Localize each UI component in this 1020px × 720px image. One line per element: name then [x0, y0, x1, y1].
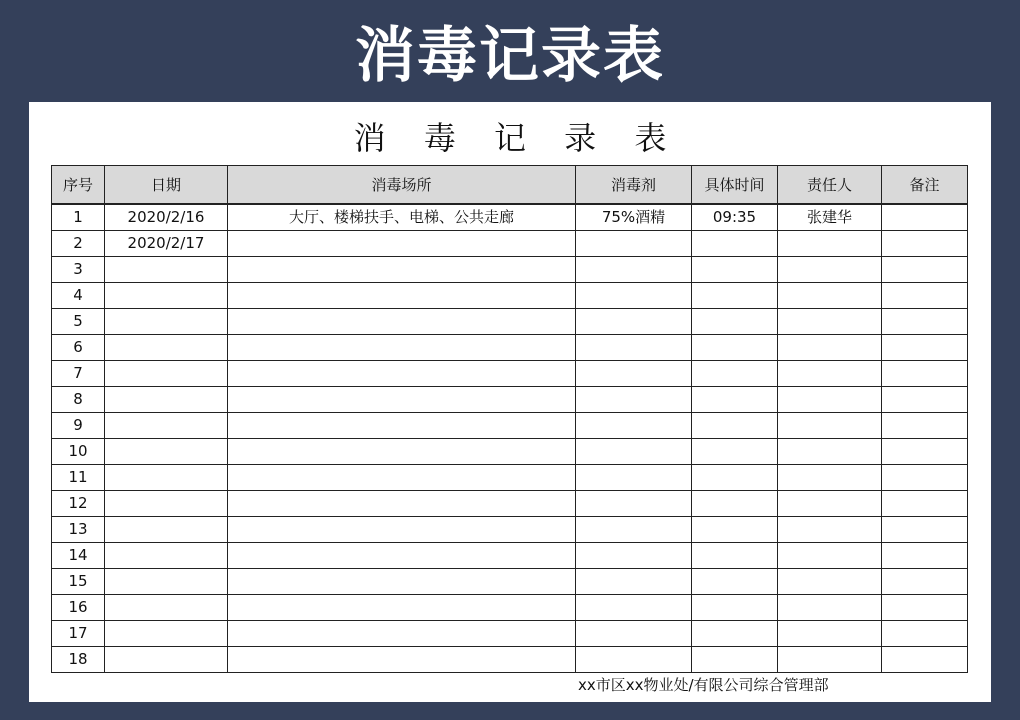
banner-title: 消毒记录表	[355, 21, 665, 91]
cell-time	[692, 231, 778, 257]
cell-disinfectant	[576, 595, 692, 621]
table-row	[52, 387, 968, 413]
cell-disinfectant	[576, 517, 692, 543]
cell-location	[228, 569, 576, 595]
disinfection-record-table	[51, 165, 968, 673]
table-row	[52, 204, 968, 231]
cell-index: 18	[52, 647, 105, 673]
record-sheet	[29, 102, 991, 702]
cell-time	[692, 517, 778, 543]
cell-responsible	[778, 387, 882, 413]
cell-time	[692, 361, 778, 387]
cell-remarks	[882, 621, 968, 647]
table-row	[52, 621, 968, 647]
cell-time	[692, 283, 778, 309]
cell-location	[228, 621, 576, 647]
cell-date: 2020/2/16	[105, 204, 228, 231]
cell-index: 3	[52, 257, 105, 283]
cell-disinfectant: 75%酒精	[576, 204, 692, 231]
cell-index: 12	[52, 491, 105, 517]
cell-remarks	[882, 595, 968, 621]
cell-date	[105, 439, 228, 465]
cell-time	[692, 465, 778, 491]
cell-responsible	[778, 439, 882, 465]
cell-remarks	[882, 647, 968, 673]
cell-responsible	[778, 413, 882, 439]
cell-index: 14	[52, 543, 105, 569]
cell-remarks	[882, 465, 968, 491]
cell-responsible	[778, 595, 882, 621]
cell-time	[692, 647, 778, 673]
cell-responsible	[778, 231, 882, 257]
cell-location	[228, 647, 576, 673]
cell-index: 4	[52, 283, 105, 309]
cell-date	[105, 257, 228, 283]
cell-disinfectant	[576, 257, 692, 283]
cell-location	[228, 543, 576, 569]
table-header-row	[52, 166, 968, 205]
cell-remarks	[882, 283, 968, 309]
cell-disinfectant	[576, 621, 692, 647]
table-row	[52, 465, 968, 491]
cell-time	[692, 569, 778, 595]
table-row	[52, 569, 968, 595]
column-header-time: 具体时间	[692, 166, 778, 205]
table-row	[52, 231, 968, 257]
cell-remarks	[882, 204, 968, 231]
cell-date: 2020/2/17	[105, 231, 228, 257]
cell-date	[105, 465, 228, 491]
cell-date	[105, 361, 228, 387]
cell-disinfectant	[576, 647, 692, 673]
cell-index: 15	[52, 569, 105, 595]
cell-date	[105, 413, 228, 439]
cell-responsible	[778, 491, 882, 517]
cell-responsible	[778, 621, 882, 647]
cell-index: 11	[52, 465, 105, 491]
cell-date	[105, 387, 228, 413]
cell-location	[228, 517, 576, 543]
column-header-index: 序号	[52, 166, 105, 205]
cell-date	[105, 335, 228, 361]
cell-index: 17	[52, 621, 105, 647]
cell-remarks	[882, 517, 968, 543]
cell-time	[692, 387, 778, 413]
cell-remarks	[882, 569, 968, 595]
cell-date	[105, 543, 228, 569]
cell-index: 2	[52, 231, 105, 257]
cell-index: 1	[52, 204, 105, 231]
cell-disinfectant	[576, 231, 692, 257]
cell-time	[692, 543, 778, 569]
cell-location	[228, 309, 576, 335]
column-header-disinfectant: 消毒剂	[576, 166, 692, 205]
cell-date	[105, 647, 228, 673]
cell-responsible	[778, 647, 882, 673]
cell-remarks	[882, 413, 968, 439]
cell-location	[228, 257, 576, 283]
cell-time	[692, 595, 778, 621]
table-row	[52, 439, 968, 465]
cell-location	[228, 283, 576, 309]
cell-location	[228, 361, 576, 387]
cell-responsible	[778, 465, 882, 491]
table-row	[52, 257, 968, 283]
cell-date	[105, 595, 228, 621]
cell-index: 9	[52, 413, 105, 439]
cell-location: 大厅、楼梯扶手、电梯、公共走廊	[228, 204, 576, 231]
cell-date	[105, 569, 228, 595]
table-row	[52, 283, 968, 309]
cell-responsible	[778, 309, 882, 335]
cell-date	[105, 283, 228, 309]
cell-location	[228, 231, 576, 257]
table-body	[52, 204, 968, 673]
table-row	[52, 647, 968, 673]
cell-location	[228, 387, 576, 413]
cell-remarks	[882, 491, 968, 517]
column-header-responsible: 责任人	[778, 166, 882, 205]
sheet-title: 消 毒 记 录 表	[353, 119, 681, 157]
cell-remarks	[882, 543, 968, 569]
cell-time	[692, 439, 778, 465]
cell-location	[228, 335, 576, 361]
cell-disinfectant	[576, 361, 692, 387]
cell-remarks	[882, 231, 968, 257]
cell-responsible: 张建华	[778, 204, 882, 231]
cell-time	[692, 335, 778, 361]
cell-date	[105, 517, 228, 543]
table-row	[52, 335, 968, 361]
cell-time	[692, 257, 778, 283]
cell-remarks	[882, 361, 968, 387]
cell-disinfectant	[576, 387, 692, 413]
column-header-location: 消毒场所	[228, 166, 576, 205]
cell-disinfectant	[576, 569, 692, 595]
cell-disinfectant	[576, 491, 692, 517]
cell-time	[692, 621, 778, 647]
cell-location	[228, 595, 576, 621]
table-row	[52, 543, 968, 569]
cell-remarks	[882, 439, 968, 465]
table-row	[52, 361, 968, 387]
cell-disinfectant	[576, 465, 692, 491]
cell-responsible	[778, 257, 882, 283]
cell-responsible	[778, 361, 882, 387]
cell-index: 10	[52, 439, 105, 465]
cell-responsible	[778, 569, 882, 595]
cell-index: 5	[52, 309, 105, 335]
cell-index: 6	[52, 335, 105, 361]
cell-responsible	[778, 543, 882, 569]
cell-date	[105, 309, 228, 335]
column-header-remarks: 备注	[882, 166, 968, 205]
cell-disinfectant	[576, 309, 692, 335]
cell-location	[228, 491, 576, 517]
cell-remarks	[882, 387, 968, 413]
cell-remarks	[882, 257, 968, 283]
column-header-date: 日期	[105, 166, 228, 205]
table-row	[52, 595, 968, 621]
cell-disinfectant	[576, 335, 692, 361]
cell-responsible	[778, 335, 882, 361]
table-row	[52, 309, 968, 335]
cell-date	[105, 621, 228, 647]
cell-location	[228, 465, 576, 491]
cell-index: 13	[52, 517, 105, 543]
table-row	[52, 413, 968, 439]
cell-index: 7	[52, 361, 105, 387]
table-row	[52, 517, 968, 543]
cell-time: 09:35	[692, 204, 778, 231]
cell-location	[228, 413, 576, 439]
cell-disinfectant	[576, 283, 692, 309]
cell-responsible	[778, 517, 882, 543]
cell-index: 8	[52, 387, 105, 413]
table-row	[52, 491, 968, 517]
cell-time	[692, 309, 778, 335]
cell-remarks	[882, 335, 968, 361]
cell-responsible	[778, 283, 882, 309]
cell-index: 16	[52, 595, 105, 621]
cell-time	[692, 413, 778, 439]
cell-disinfectant	[576, 439, 692, 465]
cell-date	[105, 491, 228, 517]
cell-location	[228, 439, 576, 465]
cell-remarks	[882, 309, 968, 335]
footer-organization: xx市区xx物业处/有限公司综合管理部	[578, 676, 829, 694]
cell-disinfectant	[576, 413, 692, 439]
cell-disinfectant	[576, 543, 692, 569]
cell-time	[692, 491, 778, 517]
